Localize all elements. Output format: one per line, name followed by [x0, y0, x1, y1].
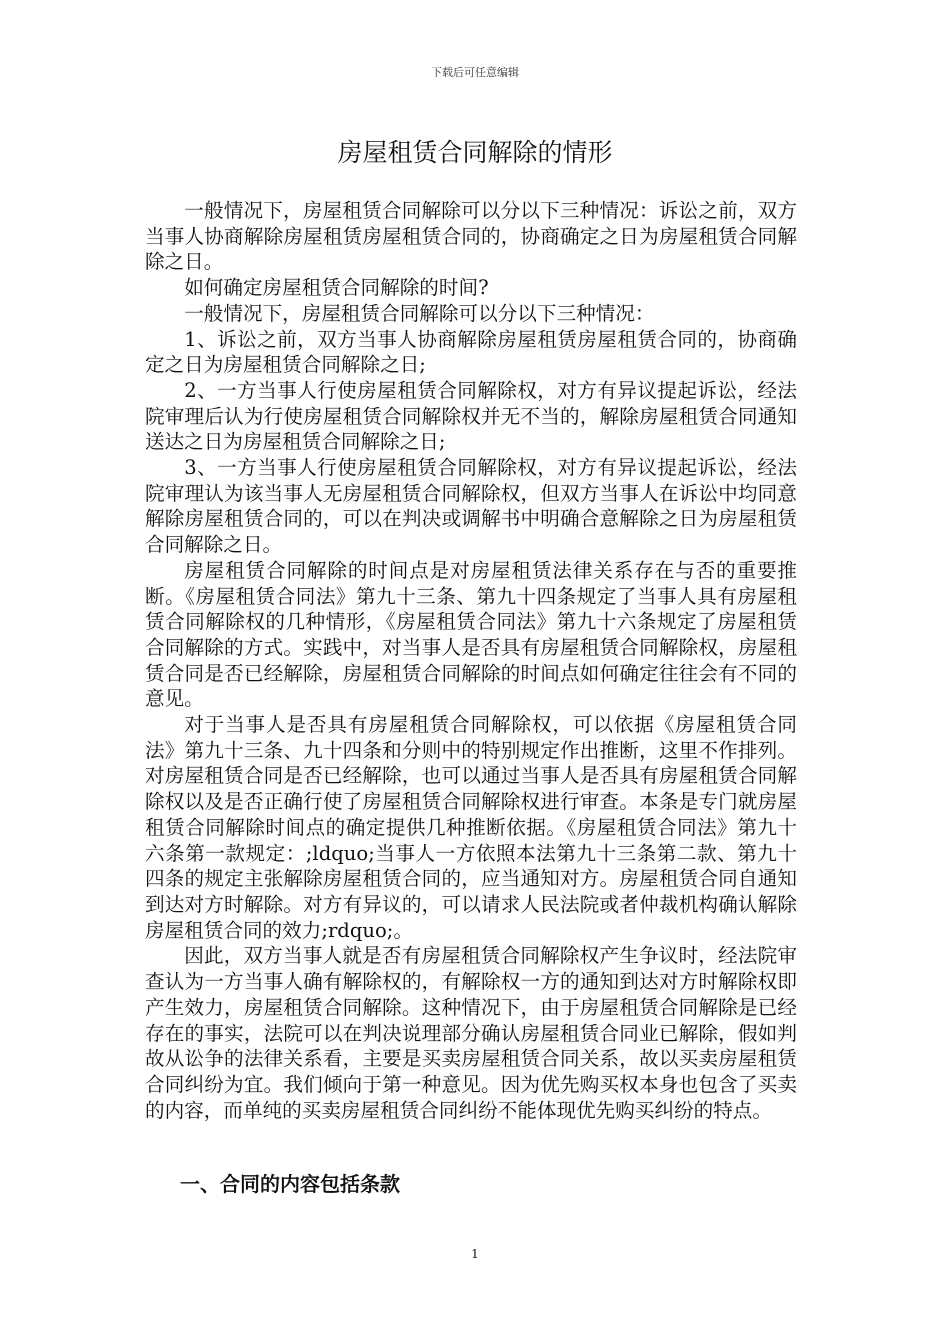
paragraph: 2、一方当事人行使房屋租赁合同解除权，对方有异议提起诉讼，经法院审理后认为行使房屋租赁合同解除权并无不当的，解除房屋租赁合同通知送达之日为房屋租赁合同解除之日;: [145, 378, 797, 454]
document-body: [145, 198, 797, 1123]
page-number: 1: [471, 1247, 479, 1261]
paragraph: 如何确定房屋租赁合同解除的时间?: [184, 276, 489, 300]
paragraph: 房屋租赁合同解除的时间点是对房屋租赁法律关系存在与否的重要推断。《房屋租赁合同法》第九十三条、第九十四条规定了当事人具有房屋租赁合同解除权的几种情形，《房屋租赁合同法》第九十六条规定了房屋租赁合同解除的方式。实践中，对当事人是否具有房屋租赁合同解除权，房屋租赁合同是否已经解除，房屋租赁合同解除的时间点如何确定往往会有不同的意见。: [145, 558, 797, 711]
paragraph: 一般情况下，房屋租赁合同解除可以分以下三种情况：诉讼之前，双方当事人协商解除房屋租赁房屋租赁合同的，协商确定之日为房屋租赁合同解除之日。: [145, 199, 797, 274]
paragraph: 因此，双方当事人就是否有房屋租赁合同解除权产生争议时，经法院审查认为一方当事人确有解除权的，有解除权一方的通知到达对方时解除权即产生效力，房屋租赁合同解除。这种情况下，由于房屋租赁合同解除是已经存在的事实，法院可以在判决说理部分确认房屋租赁合同业已解除，假如判故从讼争的法律关系看，主要是买卖房屋租赁合同关系，故以买卖房屋租赁合同纠纷为宜。我们倾向于第一种意见。因为优先购买权本身也包含了买卖的内容，而单纯的买卖房屋租赁合同纠纷不能体现优先购买纠纷的特点。: [145, 944, 797, 1122]
section-heading: 一、合同的内容包括条款: [180, 1172, 400, 1196]
paragraph: 对于当事人是否具有房屋租赁合同解除权，可以依据《房屋租赁合同法》第九十三条、九十四条和分则中的特别规定作出推断，这里不作排列。对房屋租赁合同是否已经解除，也可以通过当事人是否具有房屋租赁合同解除权以及是否正确行使了房屋租赁合同解除权进行审查。本条是专门就房屋租赁合同解除时间点的确定提供几种推断依据。《房屋租赁合同法》第九十六条第一款规定：;ldquo;当事人一方依照本法第九十三条第二款、第九十四条的规定主张解除房屋租赁合同的，应当通知对方。房屋租赁合同自通知到达对方时解除。对方有异议的，可以请求人民法院或者仲裁机构确认解除房屋租赁合同的效力;rdquo;。: [145, 713, 797, 942]
paragraph: 一般情况下，房屋租赁合同解除可以分以下三种情况：: [184, 301, 655, 325]
header-note: 下载后可任意编辑: [431, 66, 519, 79]
paragraph: 1、诉讼之前，双方当事人协商解除房屋租赁房屋租赁合同的，协商确定之日为房屋租赁合同解除之日;: [145, 327, 797, 377]
document-title: 房屋租赁合同解除的情形: [337, 138, 613, 167]
paragraph: 3、一方当事人行使房屋租赁合同解除权，对方有异议提起诉讼，经法院审理认为该当事人无房屋租赁合同解除权，但双方当事人在诉讼中均同意解除房屋租赁合同的，可以在判决或调解书中明确合意解除之日为房屋租赁合同解除之日。: [145, 456, 797, 557]
